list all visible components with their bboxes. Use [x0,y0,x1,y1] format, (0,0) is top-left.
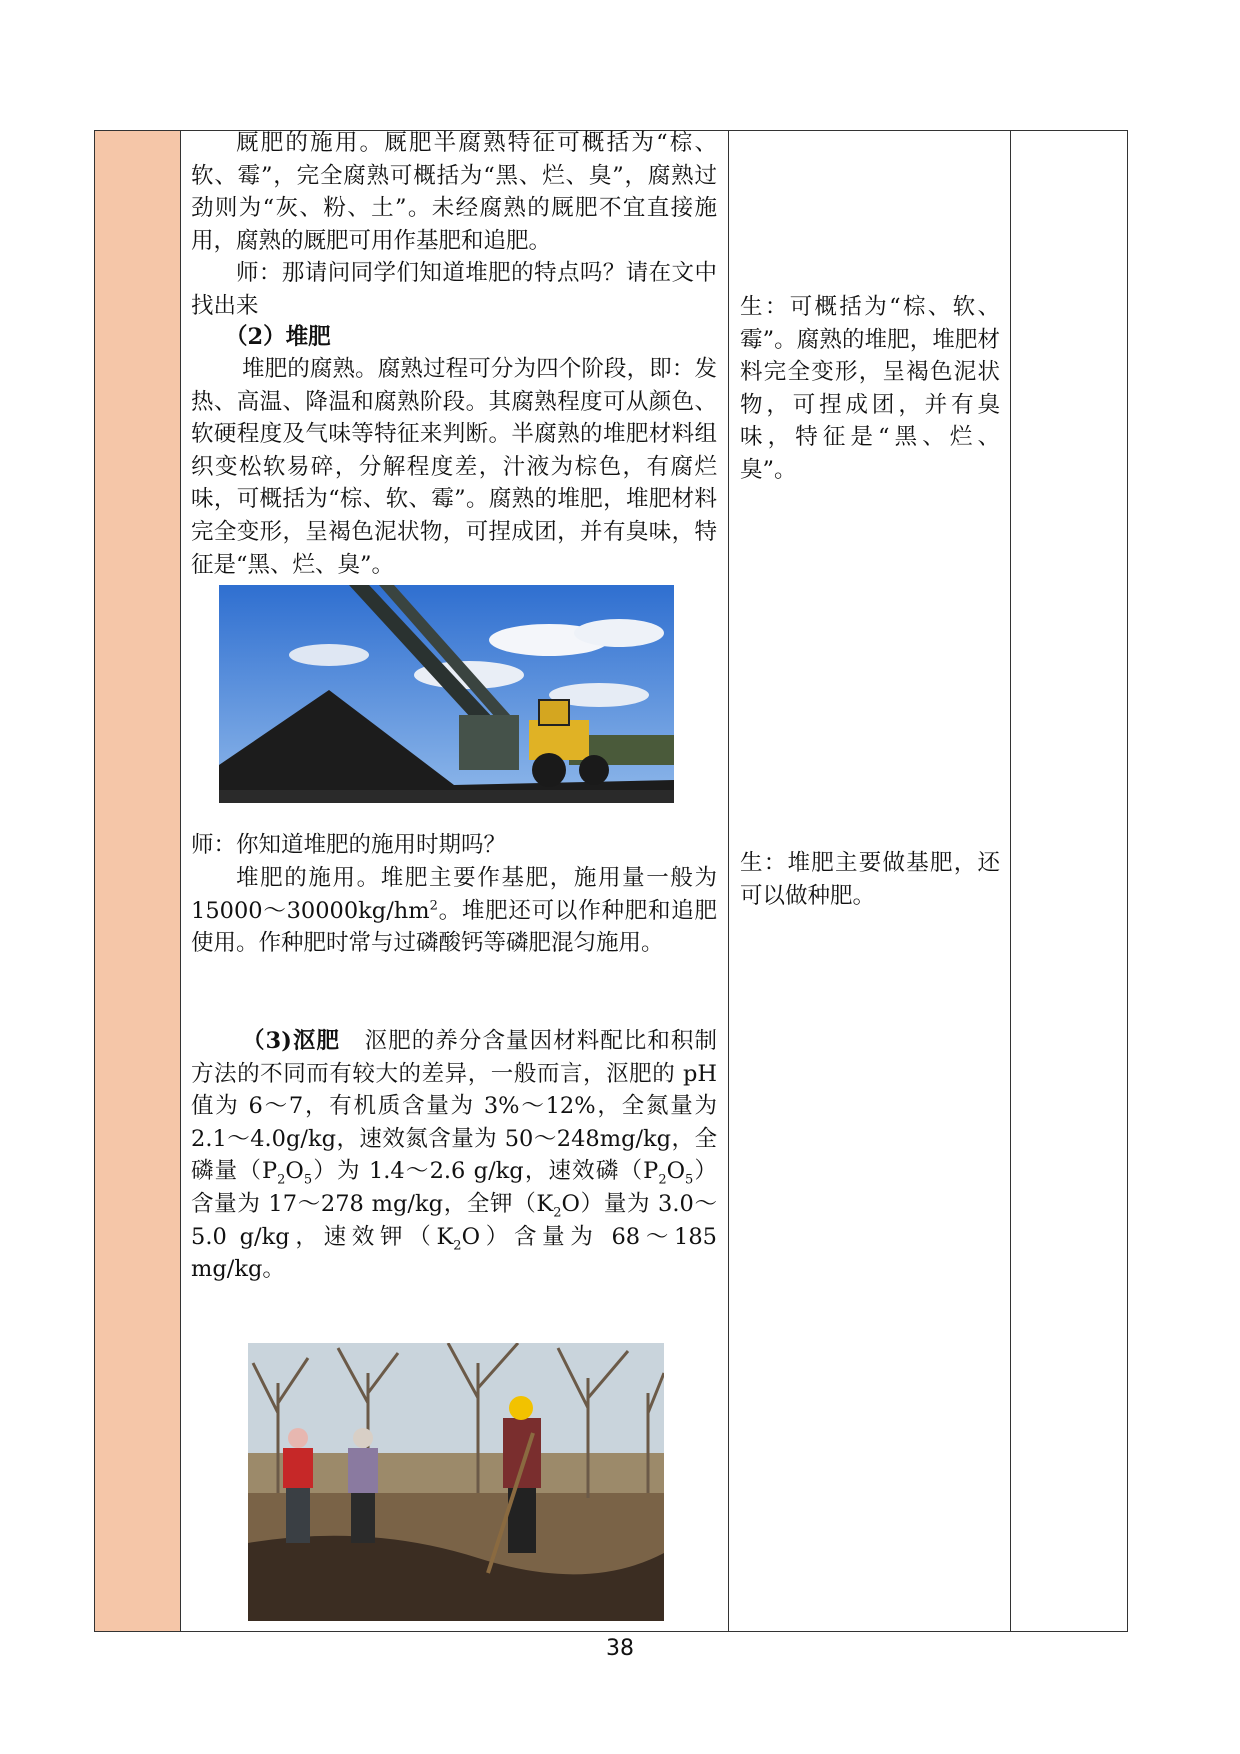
student-answer-compost-features: 生：可概括为“棕、软、霉”。腐熟的堆肥，堆肥材料完全变形，呈褐色泥状物，可捏成团，并有臭味，特征是“黑、烂、臭”。 [740,294,1000,483]
student-answer-compost-timing: 生：堆肥主要做基肥，还可以做种肥。 [740,850,1000,909]
manure-application-paragraph: 厩肥的施用。厩肥半腐熟特征可概括为“棕、软、霉”，完全腐熟可概括为“黑、烂、臭”，腐熟过劲则为“灰、粉、土”。未经腐熟的厩肥不宜直接施用，腐熟的厩肥可用作基肥和追肥。 [191,130,717,254]
retting-manure-heading: （3)沤肥 [242,1028,341,1054]
student-response-column [729,131,1011,1631]
page-number: 38 [606,1636,634,1661]
teacher-content-column [181,131,729,1631]
retting-manure-paragraph: （3)沤肥 沤肥的养分含量因材料配比和积制方法的不同而有较大的差异，一般而言，沤肥的 pH 值为 6～7，有机质含量为 3%～12%，全氮量为 2.1～4.0g/kg，速效氮含量为 50～248mg/kg，全磷量$(P_2O_5)$为 1.4～2.6 g/kg，速效磷$(P_2O_5)$含量为 17～278 mg/kg，全钾$(K_2O)$量为 3.0～5.0 g/kg，速效钾$(K_2O)$含量为 68～185 mg/kg。 [191,1028,717,1283]
compost-application-paragraph: 堆肥的施用。堆肥主要作基肥，施用量一般为$15000\sim 30000kg/hm^2$。堆肥还可以作种肥和追肥使用。作种肥时常与过磷酸钙等磷肥混匀施用。 [191,865,717,957]
compost-maturity-paragraph: 堆肥的腐熟。腐熟过程可分为四个阶段，即：发热、高温、降温和腐熟阶段。其腐熟程度可从颜色、软硬程度及气味等特征来判断。半腐熟的堆肥材料组织变松软易碎，分解程度差，汁液为棕色，有腐烂味，可概括为“棕、软、霉”。腐熟的堆肥，堆肥材料完全变形，呈褐色泥状物，可捏成团，并有臭味，特征是“黑、烂、臭”。 [191,356,717,578]
lesson-table [94,130,1128,1632]
compost-heading: （2）堆肥 [225,324,331,350]
stage-column [95,131,181,1631]
compost-machine-photo [219,585,674,803]
notes-column [1011,131,1129,1631]
teacher-question-compost-timing: 师：你知道堆肥的施用时期吗？ [191,832,507,858]
teacher-question-compost-features: 师：那请问同学们知道堆肥的特点吗？请在文中找出来 [191,260,717,319]
field-workers-photo [248,1343,664,1621]
